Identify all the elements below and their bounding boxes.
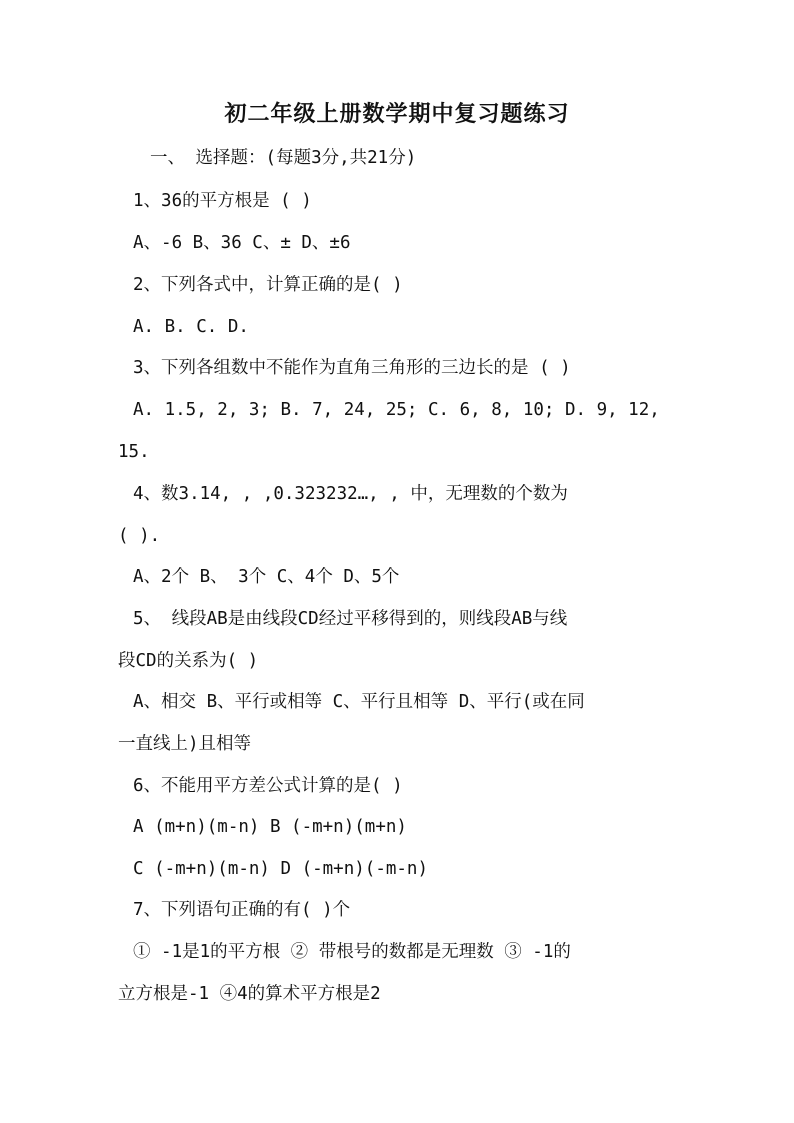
question-5-options-cont: 一直线上)且相等 (118, 734, 252, 754)
question-5-options: A、相交 B、平行或相等 C、平行且相等 D、平行(或在同 (133, 692, 585, 712)
question-5: 5、 线段AB是由线段CD经过平移得到的，则线段AB与线 (133, 609, 568, 629)
question-1-options: A、-6 B、36 C、± D、±6 (133, 233, 351, 253)
question-2: 2、下列各式中，计算正确的是( ) (133, 275, 403, 295)
question-4: 4、数3.14, , ,0.323232…, , 中，无理数的个数为 (133, 484, 568, 504)
question-6-options-ab: A (m+n)(m-n) B (-m+n)(m+n) (133, 817, 407, 837)
question-3-options: A. 1.5, 2, 3; B. 7, 24, 25; C. 6, 8, 10; D. 9, 12, (133, 400, 660, 420)
question-1: 1、36的平方根是 ( ) (133, 191, 312, 211)
question-7-statements: ① -1是1的平方根 ② 带根号的数都是无理数 ③ -1的 (133, 942, 571, 962)
question-5-cont: 段CD的关系为( ) (118, 651, 259, 671)
question-3-options-cont: 15. (118, 442, 150, 462)
question-6-options-cd: C (-m+n)(m-n) D (-m+n)(-m-n) (133, 859, 429, 879)
question-7-statements-cont: 立方根是-1 ④4的算术平方根是2 (118, 984, 381, 1004)
document-title: 初二年级上册数学期中复习题练习 (224, 101, 570, 127)
question-4-cont: ( ). (118, 526, 161, 546)
question-7: 7、下列语句正确的有( )个 (133, 900, 351, 920)
question-4-options: A、2个 B、 3个 C、4个 D、5个 (133, 567, 400, 587)
question-3: 3、下列各组数中不能作为直角三角形的三边长的是 ( ) (133, 358, 571, 378)
section-heading: 一、 选择题：(每题3分,共21分) (150, 148, 417, 168)
question-2-options: A. B. C. D. (133, 317, 249, 337)
question-6: 6、不能用平方差公式计算的是( ) (133, 776, 403, 796)
